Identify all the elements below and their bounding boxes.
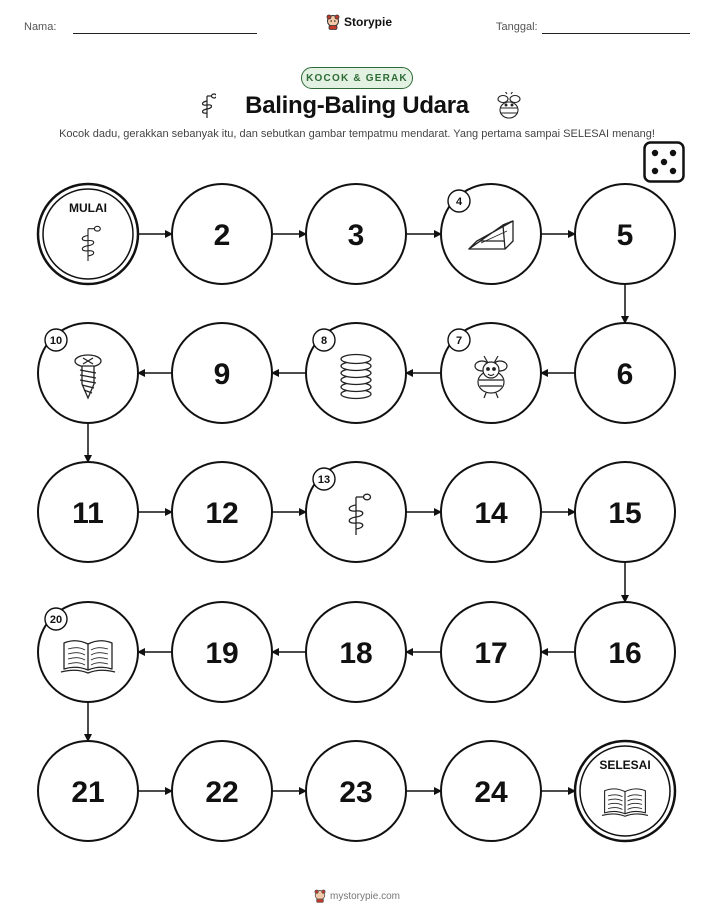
space-label: SELESAI bbox=[599, 758, 651, 772]
space-number: 6 bbox=[616, 358, 634, 391]
book-icon bbox=[61, 641, 115, 673]
board-space-9[interactable] bbox=[172, 323, 272, 423]
footer-url[interactable]: mystorypie.com bbox=[329, 890, 400, 902]
footer bbox=[0, 889, 714, 903]
board-space-4[interactable] bbox=[441, 184, 541, 284]
category-badge: KOCOK & GERAK bbox=[301, 67, 413, 89]
space-number: 17 bbox=[474, 637, 508, 670]
space-number: 23 bbox=[339, 776, 373, 809]
space-number: 22 bbox=[205, 776, 239, 809]
board-space-17[interactable] bbox=[441, 602, 541, 702]
space-number: 21 bbox=[71, 776, 105, 809]
space-number: 13 bbox=[317, 474, 331, 486]
space-number: 16 bbox=[608, 637, 642, 670]
board-space-13[interactable] bbox=[306, 462, 406, 562]
board-space-2[interactable] bbox=[172, 184, 272, 284]
brand-name: Storypie bbox=[344, 15, 393, 29]
space-number: 15 bbox=[608, 497, 642, 530]
board-space-16[interactable] bbox=[575, 602, 675, 702]
board-space-24[interactable] bbox=[441, 741, 541, 841]
spring-icon bbox=[341, 355, 371, 399]
board-space-7[interactable] bbox=[441, 323, 541, 423]
date-label: Tanggal: bbox=[496, 21, 538, 33]
space-number: 5 bbox=[616, 219, 634, 252]
board-space-5[interactable] bbox=[575, 184, 675, 284]
space-number: 10 bbox=[49, 335, 63, 347]
space-label: MULAI bbox=[69, 201, 107, 215]
board-space-8[interactable] bbox=[306, 323, 406, 423]
space-number: 19 bbox=[205, 637, 239, 670]
space-number: 8 bbox=[320, 335, 328, 347]
space-number: 7 bbox=[455, 335, 463, 347]
board-space-11[interactable] bbox=[38, 462, 138, 562]
board-space-3[interactable] bbox=[306, 184, 406, 284]
board-space-23[interactable] bbox=[306, 741, 406, 841]
board-space-22[interactable] bbox=[172, 741, 272, 841]
space-number: 3 bbox=[347, 219, 365, 252]
board-space-21[interactable] bbox=[38, 741, 138, 841]
space-number: 18 bbox=[339, 637, 373, 670]
space-number: 24 bbox=[474, 776, 508, 809]
name-label: Nama: bbox=[24, 21, 57, 33]
board-space-20[interactable] bbox=[38, 602, 138, 702]
space-number: 4 bbox=[455, 196, 463, 208]
board-space-14[interactable] bbox=[441, 462, 541, 562]
board-space-12[interactable] bbox=[172, 462, 272, 562]
space-finish[interactable] bbox=[575, 741, 675, 841]
space-number: 2 bbox=[213, 219, 231, 252]
board-space-10[interactable] bbox=[38, 323, 138, 423]
board-space-19[interactable] bbox=[172, 602, 272, 702]
book-icon bbox=[602, 789, 648, 816]
board-space-18[interactable] bbox=[306, 602, 406, 702]
space-number: 9 bbox=[213, 358, 231, 391]
board-space-15[interactable] bbox=[575, 462, 675, 562]
space-number: 14 bbox=[474, 497, 508, 530]
footer-mascot-icon bbox=[314, 889, 326, 903]
space-number: 11 bbox=[72, 497, 104, 530]
space-number: 12 bbox=[205, 497, 239, 530]
title-text: Baling-Baling Udara bbox=[245, 92, 469, 119]
space-circle bbox=[575, 741, 675, 841]
space-number: 20 bbox=[49, 614, 63, 626]
space-start[interactable] bbox=[38, 184, 138, 284]
instructions: Kocok dadu, gerakkan sebanyak itu, dan sebutkan gambar tempatmu mendarat. Yang pertama sampai SELESAI menang! bbox=[59, 128, 655, 140]
board-space-6[interactable] bbox=[575, 323, 675, 423]
